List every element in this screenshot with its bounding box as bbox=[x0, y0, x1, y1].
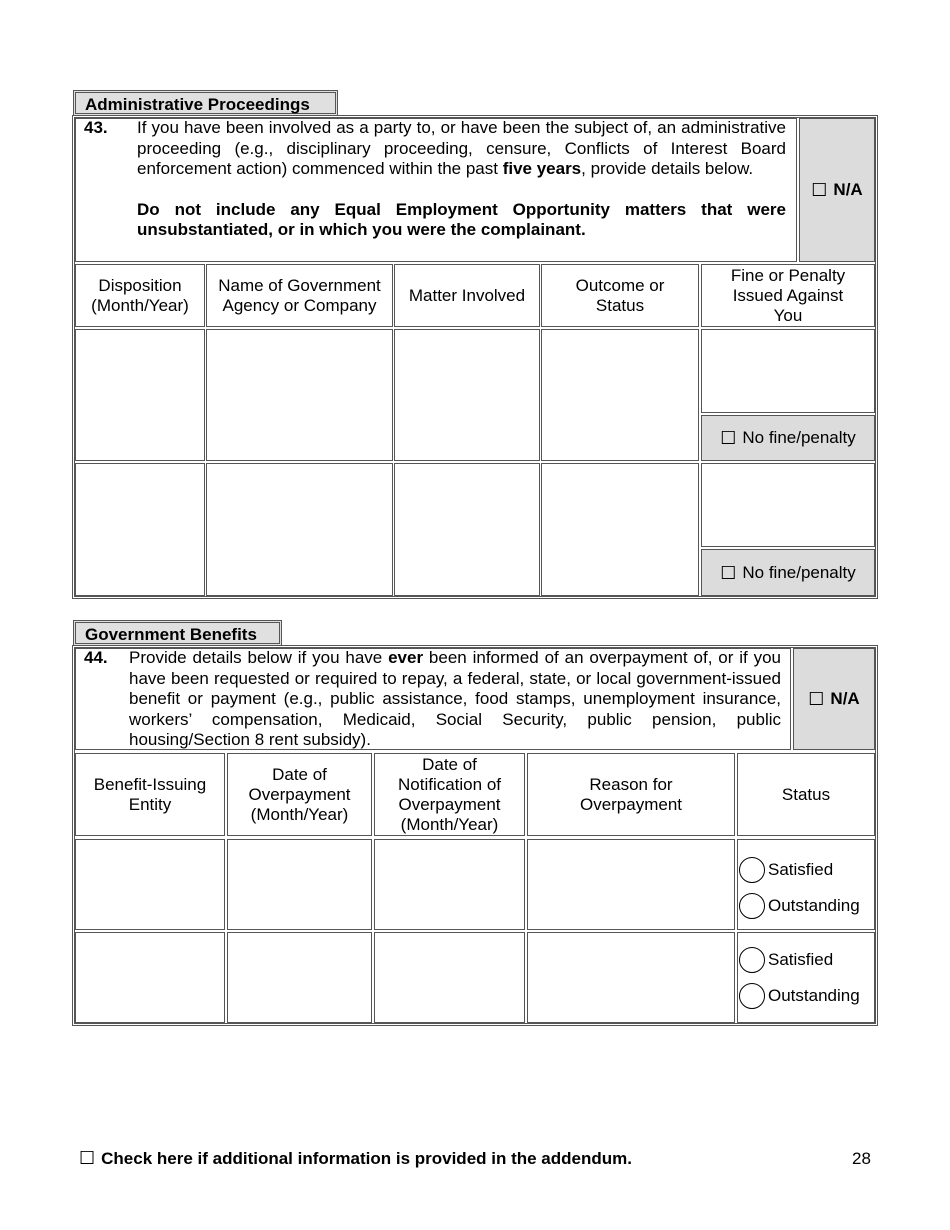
input-disposition-2[interactable] bbox=[75, 463, 205, 596]
question-44-text-part1: Provide details below if you have bbox=[129, 648, 389, 667]
na-checkbox-43[interactable] bbox=[799, 118, 875, 262]
question-43-text-part1: If you have been involved as a party to, or have been the subject of, an administrative proceeding (e.g., disciplinary proceeding, censure, Conflicts of Interest Board enforcement action) commenced within the past bbox=[137, 118, 786, 178]
no-fine-checkbox-1[interactable] bbox=[701, 415, 875, 461]
radio-circle-icon bbox=[739, 947, 765, 973]
radio-label: Satisfied bbox=[768, 950, 834, 969]
question-44-emphasis: ever bbox=[388, 648, 424, 667]
na-label: N/A bbox=[833, 180, 863, 199]
col-header-agency: Name of Government Agency or Company bbox=[206, 264, 393, 327]
input-fine-2[interactable] bbox=[701, 463, 875, 547]
col-header-benefit-entity: Benefit-Issuing Entity bbox=[75, 753, 225, 836]
radio-outstanding-2[interactable] bbox=[739, 983, 860, 1009]
radio-circle-icon bbox=[739, 857, 765, 883]
radio-label: Satisfied bbox=[768, 860, 834, 879]
input-agency-1[interactable] bbox=[206, 329, 393, 461]
checkbox-icon: ☐ bbox=[720, 562, 737, 583]
input-reason-2[interactable] bbox=[527, 932, 735, 1023]
radio-circle-icon bbox=[739, 983, 765, 1009]
section-tab-administrative-proceedings: Administrative Proceedings bbox=[73, 90, 338, 116]
input-outcome-2[interactable] bbox=[541, 463, 699, 596]
input-matter-1[interactable] bbox=[394, 329, 540, 461]
question-43-text-part2: , provide details below. bbox=[581, 159, 754, 178]
question-44-text bbox=[129, 648, 781, 751]
no-fine-label: No fine/penalty bbox=[742, 428, 856, 447]
radio-outstanding-1[interactable] bbox=[739, 893, 860, 919]
na-label: N/A bbox=[830, 689, 860, 708]
col-header-status: Status bbox=[737, 753, 875, 836]
na-checkbox-44[interactable] bbox=[793, 648, 875, 750]
checkbox-icon: ☐ bbox=[720, 428, 737, 448]
radio-satisfied-2[interactable] bbox=[739, 947, 833, 973]
input-benefit-entity-1[interactable] bbox=[75, 839, 225, 930]
input-fine-1[interactable] bbox=[701, 329, 875, 413]
section-tab-government-benefits: Government Benefits bbox=[73, 620, 282, 646]
col-header-matter: Matter Involved bbox=[394, 264, 540, 327]
input-outcome-1[interactable] bbox=[541, 329, 699, 461]
addendum-checkbox[interactable] bbox=[79, 1148, 632, 1169]
input-notification-date-2[interactable] bbox=[374, 932, 525, 1023]
question-43-number: 43. bbox=[84, 118, 108, 137]
input-notification-date-1[interactable] bbox=[374, 839, 525, 930]
col-header-fine: Fine or Penalty Issued Against You bbox=[701, 264, 875, 327]
addendum-label: Check here if additional information is provided in the addendum. bbox=[101, 1149, 632, 1168]
checkbox-icon: ☐ bbox=[79, 1148, 96, 1168]
input-overpayment-date-1[interactable] bbox=[227, 839, 372, 930]
col-header-disposition: Disposition (Month/Year) bbox=[75, 264, 205, 327]
question-43-text bbox=[137, 118, 786, 241]
no-fine-label: No fine/penalty bbox=[742, 562, 856, 582]
input-disposition-1[interactable] bbox=[75, 329, 205, 461]
input-overpayment-date-2[interactable] bbox=[227, 932, 372, 1023]
question-43-emphasis: five years bbox=[502, 159, 582, 178]
radio-label: Outstanding bbox=[768, 896, 860, 915]
question-44-number: 44. bbox=[84, 648, 108, 667]
page-number: 28 bbox=[852, 1149, 871, 1168]
status-cell-2 bbox=[737, 932, 875, 1023]
radio-circle-icon bbox=[739, 893, 765, 919]
input-matter-2[interactable] bbox=[394, 463, 540, 596]
radio-label: Outstanding bbox=[768, 986, 860, 1005]
input-benefit-entity-2[interactable] bbox=[75, 932, 225, 1023]
col-header-reason: Reason for Overpayment bbox=[527, 753, 735, 836]
col-header-overpayment-date: Date of Overpayment (Month/Year) bbox=[227, 753, 372, 836]
no-fine-checkbox-2[interactable] bbox=[701, 549, 875, 596]
input-reason-1[interactable] bbox=[527, 839, 735, 930]
question-43-note: Do not include any Equal Employment Opportunity matters that were unsubstantiated, or in which you were the complainant. bbox=[137, 199, 786, 239]
checkbox-icon: ☐ bbox=[811, 179, 828, 200]
col-header-notification-date: Date of Notification of Overpayment (Month/Year) bbox=[374, 753, 525, 836]
input-agency-2[interactable] bbox=[206, 463, 393, 596]
question-44-text-part2: been informed of an overpayment of, or if you have been requested or required to repay, a federal, state, or local government-issued benefit or payment (e.g., public assistance, food stamps, unemployment insurance, workers’ compensation, Medicaid, Social Security, public pension, public housing/Section 8 rent subsidy). bbox=[129, 648, 781, 749]
checkbox-icon: ☐ bbox=[808, 688, 825, 709]
col-header-outcome: Outcome or Status bbox=[541, 264, 699, 327]
radio-satisfied-1[interactable] bbox=[739, 857, 833, 883]
